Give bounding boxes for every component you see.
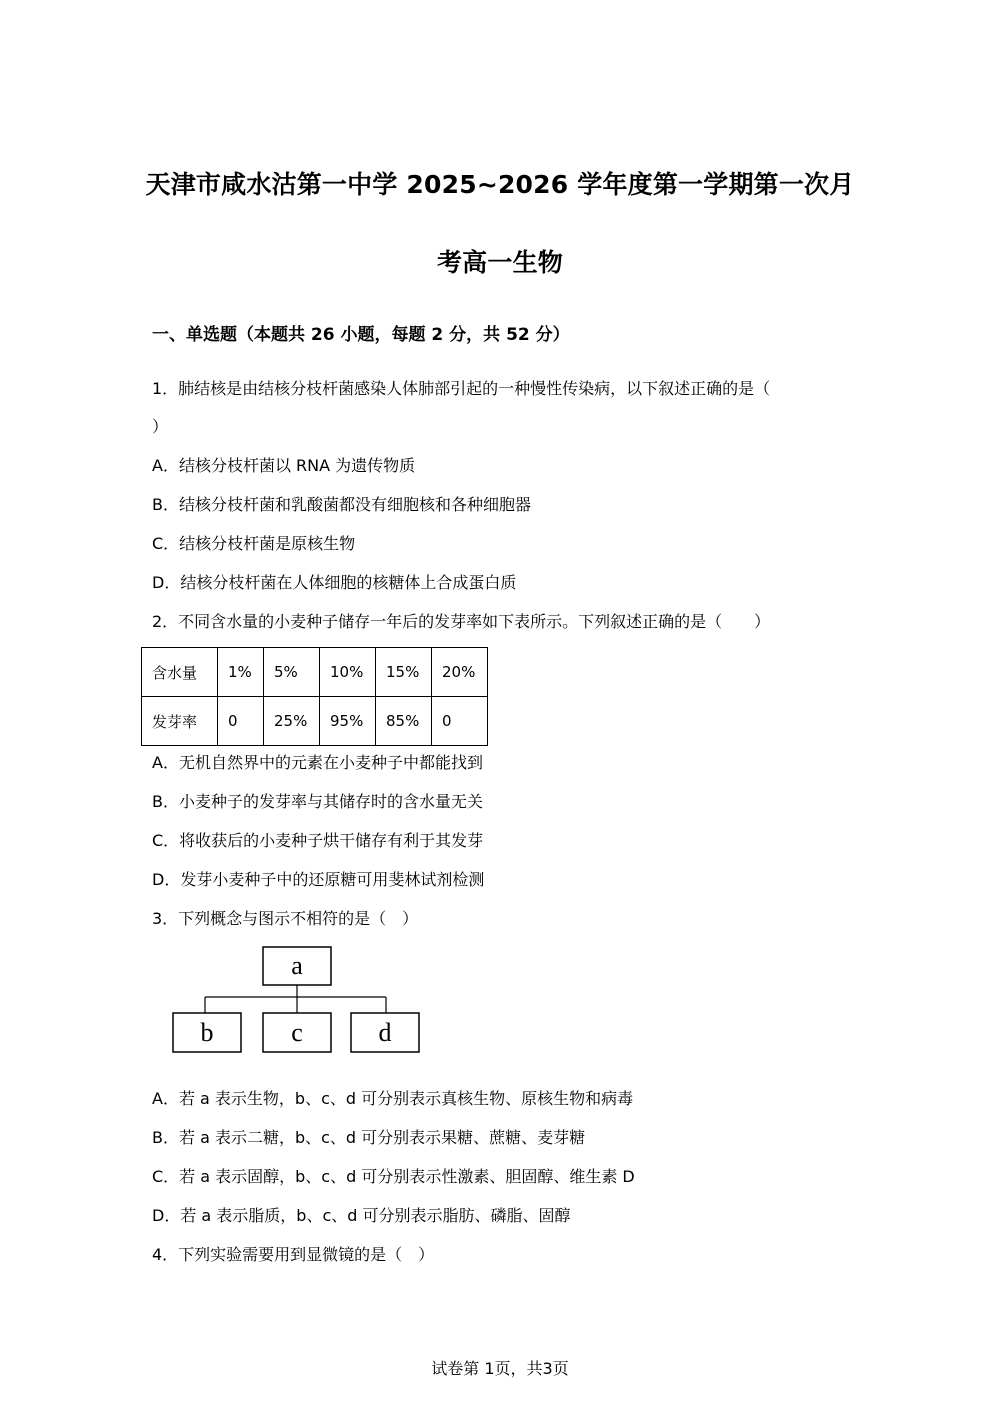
diagram-label-c: c <box>291 1018 303 1047</box>
q3-option-c: C．若 a 表示固醇，b、c、d 可分别表示性激素、胆固醇、维生素 D <box>152 1167 635 1186</box>
q2-option-a: A．无机自然界中的元素在小麦种子中都能找到 <box>152 753 483 772</box>
q3-option-d: D．若 a 表示脂质，b、c、d 可分别表示脂肪、磷脂、固醇 <box>152 1206 571 1225</box>
q1-option-a: A．结核分枝杆菌以 RNA 为遗传物质 <box>152 456 416 475</box>
q1-option-d: D．结核分枝杆菌在人体细胞的核糖体上合成蛋白质 <box>152 573 517 592</box>
table-cell: 95% <box>320 697 376 746</box>
q3-option-a: A．若 a 表示生物，b、c、d 可分别表示真核生物、原核生物和病毒 <box>152 1089 634 1108</box>
table-row <box>142 648 488 697</box>
table-cell: 5% <box>264 648 320 697</box>
q2-stem: 2．不同含水量的小麦种子储存一年后的发芽率如下表所示。下列叙述正确的是（ ） <box>152 612 771 631</box>
q4-stem: 4．下列实验需要用到显微镜的是（ ） <box>152 1245 435 1264</box>
table-cell: 85% <box>376 697 432 746</box>
table-cell: 25% <box>264 697 320 746</box>
table-cell: 20% <box>432 648 488 697</box>
q1-stem-cont: ） <box>152 417 169 436</box>
q2-data-table <box>141 647 488 746</box>
q3-stem: 3．下列概念与图示不相符的是（ ） <box>152 909 419 928</box>
q2-option-d: D．发芽小麦种子中的还原糖可用斐林试剂检测 <box>152 870 485 889</box>
table-cell: 1% <box>218 648 264 697</box>
table-cell: 发芽率 <box>142 697 218 746</box>
page-footer: 试卷第 1页，共3页 <box>431 1359 569 1378</box>
q1-option-c: C．结核分枝杆菌是原核生物 <box>152 534 356 553</box>
q1-stem: 1．肺结核是由结核分枝杆菌感染人体肺部引起的一种慢性传染病，以下叙述正确的是（ <box>152 379 771 398</box>
q3-concept-diagram <box>170 944 430 1059</box>
page-title-line2: 考高一生物 <box>436 248 563 277</box>
q2-option-b: B．小麦种子的发芽率与其储存时的含水量无关 <box>152 792 483 811</box>
q1-option-b: B．结核分枝杆菌和乳酸菌都没有细胞核和各种细胞器 <box>152 495 531 514</box>
table-cell: 0 <box>218 697 264 746</box>
table-cell: 10% <box>320 648 376 697</box>
diagram-label-b: b <box>200 1018 214 1047</box>
table-row <box>142 697 488 746</box>
diagram-label-a: a <box>291 951 303 980</box>
q2-option-c: C．将收获后的小麦种子烘干储存有利于其发芽 <box>152 831 484 850</box>
table-cell: 含水量 <box>142 648 218 697</box>
page-title-line1: 天津市咸水沽第一中学 2025~2026 学年度第一学期第一次月 <box>145 170 855 199</box>
diagram-label-d: d <box>378 1018 392 1047</box>
section-heading: 一、单选题（本题共 26 小题，每题 2 分，共 52 分） <box>152 325 570 345</box>
q3-option-b: B．若 a 表示二糖，b、c、d 可分别表示果糖、蔗糖、麦芽糖 <box>152 1128 586 1147</box>
table-cell: 15% <box>376 648 432 697</box>
table-cell: 0 <box>432 697 488 746</box>
